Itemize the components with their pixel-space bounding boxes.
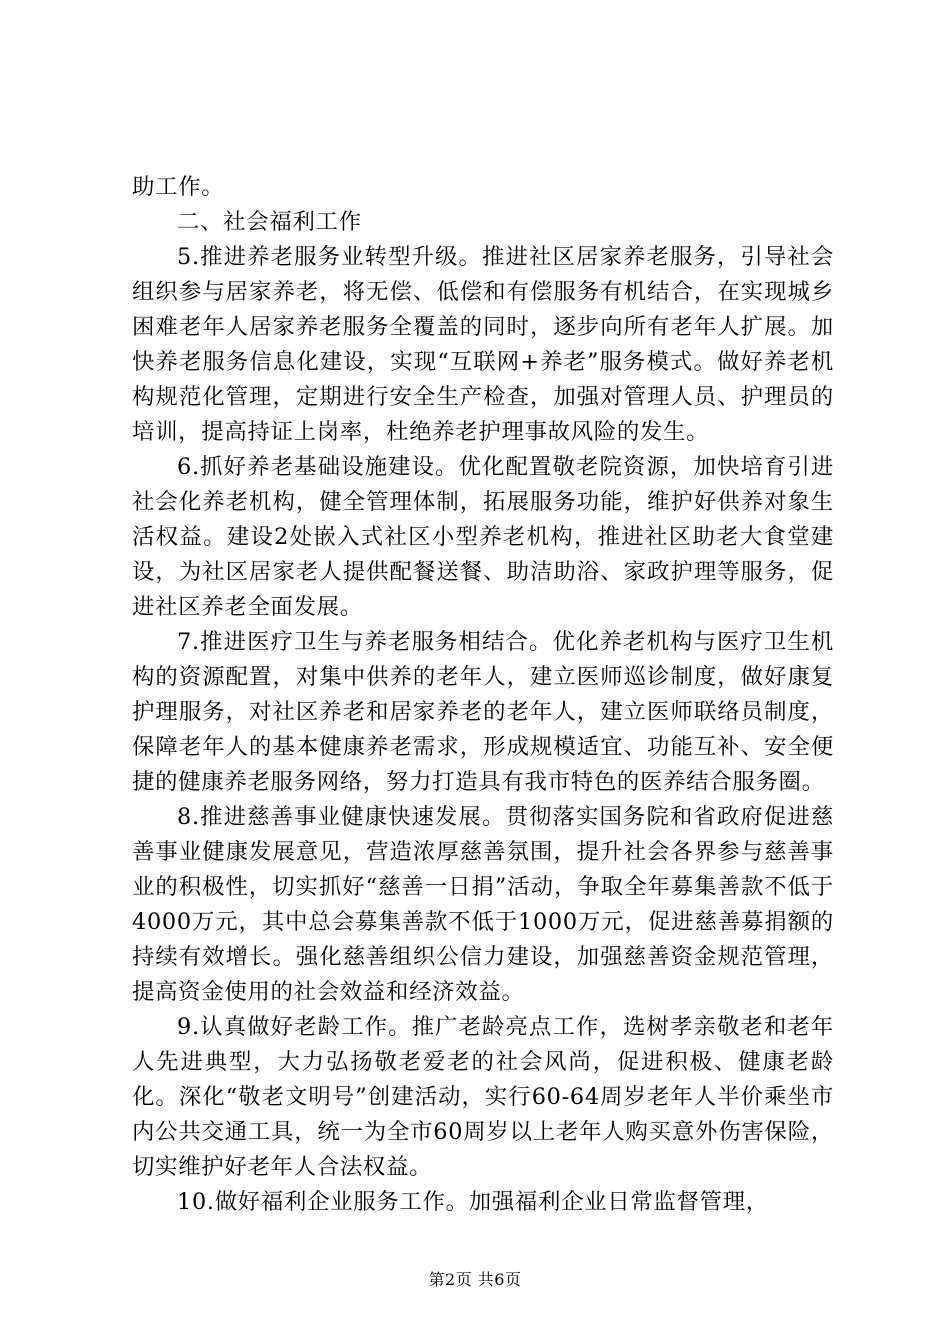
paragraph-item-5: 5.推进养老服务业转型升级。推进社区居家养老服务，引导社会组织参与居家养老，将无偿、低偿和有偿服务有机结合，在实现城乡困难老年人居家养老服务全覆盖的同时，逐步向所有老年人扩展。加快养老服务信息化建设，实现“互联网+养老”服务模式。做好养老机构规范化管理，定期进行安全生产检查，加强对管理人员、护理员的培训，提高持证上岗率，杜绝养老护理事故风险的发生。 (132, 244, 834, 445)
paragraph-item-8: 8.推进慈善事业健康快速发展。贯彻落实国务院和省政府促进慈善事业健康发展意见，营造浓厚慈善氛围，提升社会各界参与慈善事业的积极性，切实抓好“慈善一日捐”活动，争取全年募集善款不低于4000万元，其中总会募集善款不低于1000万元，促进慈善募捐额的持续有效增长。强化慈善组织公信力建设，加强慈善资金规范管理，提高资金使用的社会效益和经济效益。 (132, 804, 834, 1005)
page-footer (0, 1267, 950, 1290)
continuation-text: 助工作。 (132, 174, 225, 200)
paragraph-item-7: 7.推进医疗卫生与养老服务相结合。优化养老机构与医疗卫生机构的资源配置，对集中供养的老年人，建立医师巡诊制度，做好康复护理服务，对社区养老和居家养老的老年人，建立医师联络员制度，保障老年人的基本健康养老需求，形成规模适宜、功能互补、安全便捷的健康养老服务网络，努力打造具有我市特色的医养结合服务圈。 (132, 629, 834, 795)
page-number-label: 第2页 共6页 (428, 1270, 522, 1289)
section-heading: 二、社会福利工作 (177, 209, 362, 235)
paragraph-item-6: 6.抓好养老基础设施建设。优化配置敬老院资源，加快培育引进社会化养老机构，健全管理体制，拓展服务功能，维护好供养对象生活权益。建设2处嵌入式社区小型养老机构，推进社区助老大食堂建设，为社区居家老人提供配餐送餐、助洁助浴、家政护理等服务，促进社区养老全面发展。 (132, 454, 834, 620)
paragraph-item-9: 9.认真做好老龄工作。推广老龄亮点工作，选树孝亲敬老和老年人先进典型，大力弘扬敬老爱老的社会风尚，促进积极、健康老龄化。深化“敬老文明号”创建活动，实行60-64周岁老年人半价乘坐市内公共交通工具，统一为全市60周岁以上老年人购买意外伤害保险，切实维护好老年人合法权益。 (132, 1014, 834, 1180)
document-body (132, 170, 834, 1220)
paragraph-item-10: 10.做好福利企业服务工作。加强福利企业日常监督管理， (177, 1189, 769, 1215)
